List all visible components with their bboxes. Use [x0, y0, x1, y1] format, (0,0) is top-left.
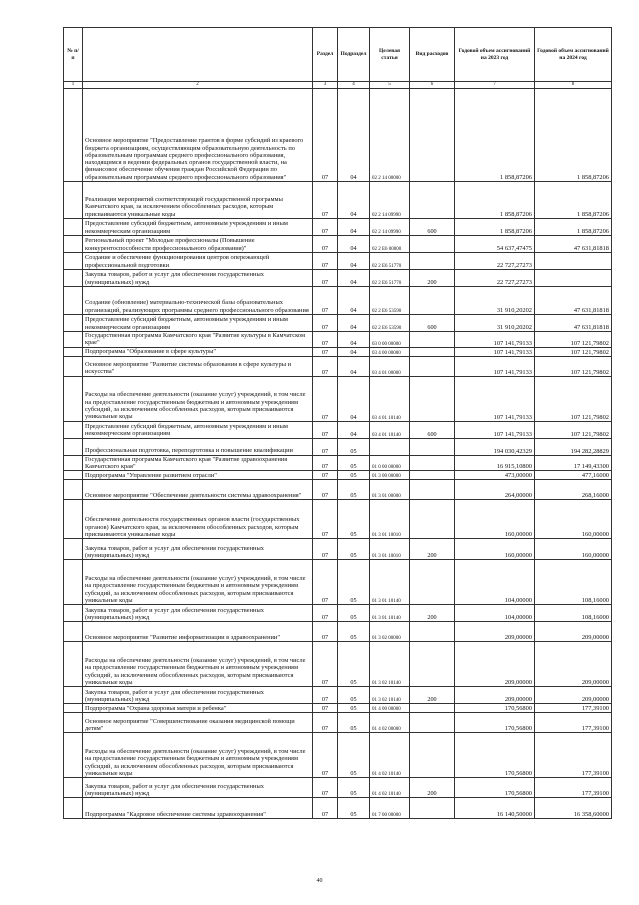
- row-number: [64, 539, 83, 560]
- row-podrazdel: 05: [338, 560, 370, 605]
- row-razdel: 07: [313, 560, 338, 605]
- row-number: [64, 605, 83, 622]
- row-value-2024: 209,00000: [535, 642, 612, 687]
- row-name: Расходы на обеспечение деятельности (оказание услуг) учреждений, в том числе на предоставление государственным бюджетным и автономным учреждениям субсидий, за исключением обособленных расходов, которым присваиваются уникальные коды: [83, 733, 313, 778]
- row-podrazdel: 04: [338, 236, 370, 253]
- row-vid: 600: [410, 421, 455, 438]
- row-name: Основное мероприятие "Обеспечение деятельности системы здравоохранения": [83, 480, 313, 500]
- row-value-2024: 47 631,81818: [535, 236, 612, 253]
- row-vid: 200: [410, 687, 455, 704]
- table-row: [64, 713, 612, 733]
- table-row: [64, 704, 612, 713]
- row-vid: [410, 500, 455, 539]
- row-value-2023: 16 915,10800: [455, 455, 535, 471]
- row-value-2024: 17 149,43300: [535, 455, 612, 471]
- row-value-2024: 177,39100: [535, 733, 612, 778]
- row-value-2024: 47 631,81818: [535, 287, 612, 315]
- table-row: [64, 560, 612, 605]
- row-razdel: 07: [313, 471, 338, 480]
- row-number: [64, 713, 83, 733]
- row-razdel: 07: [313, 356, 338, 376]
- row-razdel: 07: [313, 733, 338, 778]
- row-razdel: 07: [313, 332, 338, 348]
- row-value-2023: 107 141,79133: [455, 421, 535, 438]
- row-podrazdel: 04: [338, 356, 370, 376]
- row-value-2024: 107 121,79802: [535, 347, 612, 356]
- row-code: 01 4 02 10140: [370, 778, 410, 798]
- table-row: [64, 253, 612, 270]
- row-value-2023: 22 727,27273: [455, 270, 535, 287]
- row-code: 02 2 14 09990: [370, 182, 410, 219]
- row-value-2024: 177,39100: [535, 778, 612, 798]
- header-vid: Вид расходов: [410, 28, 455, 82]
- row-vid: 200: [410, 270, 455, 287]
- row-razdel: 07: [313, 500, 338, 539]
- row-number: [64, 500, 83, 539]
- row-name: Закупка товаров, работ и услуг для обеспечения государственных (муниципальных) нужд: [83, 270, 313, 287]
- row-code: 01 3 01 10140: [370, 605, 410, 622]
- row-podrazdel: 05: [338, 642, 370, 687]
- row-value-2024: 477,16000: [535, 471, 612, 480]
- row-value-2023: 16 140,50000: [455, 798, 535, 819]
- row-code: 01 0 00 00000: [370, 455, 410, 471]
- table-row: [64, 733, 612, 778]
- row-vid: [410, 287, 455, 315]
- column-numbers-row: [64, 82, 612, 89]
- row-number: [64, 347, 83, 356]
- row-razdel: 07: [313, 704, 338, 713]
- row-value-2024: 268,16000: [535, 480, 612, 500]
- row-name: Предоставление субсидий бюджетным, автономным учреждениям и иным некоммерческим организациям: [83, 219, 313, 236]
- row-number: [64, 182, 83, 219]
- row-value-2023: 104,00000: [455, 605, 535, 622]
- row-code: 01 3 01 10010: [370, 539, 410, 560]
- row-razdel: 07: [313, 539, 338, 560]
- row-code: 01 3 01 00000: [370, 480, 410, 500]
- row-vid: [410, 798, 455, 819]
- table-row: [64, 421, 612, 438]
- row-code: 01 3 02 10140: [370, 687, 410, 704]
- row-name: Основное мероприятие "Развитие информатизации в здравоохранении": [83, 622, 313, 642]
- row-value-2023: 194 030,42329: [455, 438, 535, 455]
- page-number: 40: [316, 878, 323, 884]
- row-podrazdel: 05: [338, 733, 370, 778]
- row-value-2024: 209,00000: [535, 622, 612, 642]
- row-podrazdel: 05: [338, 704, 370, 713]
- row-code: 02 2 14 00000: [370, 89, 410, 182]
- row-vid: [410, 622, 455, 642]
- row-vid: [410, 642, 455, 687]
- table-row: [64, 236, 612, 253]
- row-value-2024: 160,00000: [535, 500, 612, 539]
- row-code: 01 3 00 00000: [370, 471, 410, 480]
- row-value-2023: 107 141,79133: [455, 356, 535, 376]
- row-podrazdel: 04: [338, 315, 370, 332]
- row-value-2024: 107 121,79802: [535, 356, 612, 376]
- header-num: № п/п: [64, 28, 83, 82]
- row-vid: [410, 356, 455, 376]
- row-number: [64, 471, 83, 480]
- row-value-2024: 108,16000: [535, 605, 612, 622]
- header-razdel: Раздел: [313, 28, 338, 82]
- table-row: [64, 270, 612, 287]
- column-number: 2: [83, 82, 313, 89]
- row-value-2024: [535, 270, 612, 287]
- row-name: Государственная программа Камчатского края "Развитие культуры в Камчатском крае": [83, 332, 313, 348]
- row-podrazdel: 04: [338, 376, 370, 421]
- header-2024: Годовой объем ассигнований на 2024 год: [535, 28, 612, 82]
- row-value-2023: 264,00000: [455, 480, 535, 500]
- row-vid: [410, 704, 455, 713]
- row-number: [64, 798, 83, 819]
- row-vid: [410, 376, 455, 421]
- row-code: 03 4 01 00000: [370, 356, 410, 376]
- row-podrazdel: 04: [338, 89, 370, 182]
- row-name: Основное мероприятие "Совершенствование оказания медицинской помощи детям": [83, 713, 313, 733]
- row-podrazdel: 05: [338, 480, 370, 500]
- row-number: [64, 287, 83, 315]
- row-code: 03 4 01 10140: [370, 421, 410, 438]
- row-name: Расходы на обеспечение деятельности (оказание услуг) учреждений, в том числе на предоставление государственным бюджетным и автономным учреждениям субсидий, за исключением обособленных расходов, которым присваиваются уникальные коды: [83, 376, 313, 421]
- row-value-2023: 107 141,79133: [455, 376, 535, 421]
- row-podrazdel: 05: [338, 471, 370, 480]
- table-row: [64, 287, 612, 315]
- row-vid: [410, 733, 455, 778]
- row-vid: [410, 455, 455, 471]
- row-name: Реализация мероприятий соответствующей государственной программы Камчатского края, за исключением обособленных расходов, которым присваиваются уникальные коды: [83, 182, 313, 219]
- row-value-2024: 16 358,60000: [535, 798, 612, 819]
- row-podrazdel: 05: [338, 687, 370, 704]
- row-vid: [410, 253, 455, 270]
- row-name: Предоставление субсидий бюджетным, автономным учреждениям и иным некоммерческим организациям: [83, 421, 313, 438]
- table-row: [64, 500, 612, 539]
- column-number: 5: [370, 82, 410, 89]
- row-value-2024: 177,39100: [535, 704, 612, 713]
- row-value-2024: 107 121,79802: [535, 332, 612, 348]
- table-row: [64, 471, 612, 480]
- row-razdel: 07: [313, 236, 338, 253]
- row-podrazdel: 04: [338, 219, 370, 236]
- row-vid: [410, 471, 455, 480]
- row-number: [64, 622, 83, 642]
- header-2023: Годовой объем ассигнований на 2023 год: [455, 28, 535, 82]
- row-number: [64, 236, 83, 253]
- row-vid: 200: [410, 778, 455, 798]
- table-row: [64, 798, 612, 819]
- row-name: Подпрограмма "Образование в сфере культуры": [83, 347, 313, 356]
- row-podrazdel: 04: [338, 332, 370, 348]
- row-number: [64, 376, 83, 421]
- row-vid: [410, 480, 455, 500]
- row-code: 01 3 02 10140: [370, 642, 410, 687]
- row-number: [64, 455, 83, 471]
- table-header-row: [64, 28, 612, 82]
- row-code: [370, 438, 410, 455]
- row-vid: [410, 347, 455, 356]
- row-value-2023: 22 727,27273: [455, 253, 535, 270]
- row-name: Подпрограмма "Охрана здоровья матери и ребенка": [83, 704, 313, 713]
- row-code: 02 2 E6 53590: [370, 287, 410, 315]
- table-row: [64, 332, 612, 348]
- row-value-2024: 107 121,79802: [535, 376, 612, 421]
- row-code: 02 2 14 09990: [370, 219, 410, 236]
- column-number: 6: [410, 82, 455, 89]
- row-name: Подпрограмма "Управление развитием отрасли": [83, 471, 313, 480]
- row-number: [64, 253, 83, 270]
- row-code: 03 4 01 10140: [370, 376, 410, 421]
- row-number: [64, 270, 83, 287]
- row-value-2023: 170,56800: [455, 733, 535, 778]
- row-value-2024: [535, 253, 612, 270]
- row-value-2023: 1 858,87206: [455, 89, 535, 182]
- row-number: [64, 560, 83, 605]
- row-vid: [410, 89, 455, 182]
- row-vid: 200: [410, 539, 455, 560]
- row-podrazdel: 05: [338, 500, 370, 539]
- row-name: Создание (обновление) материально-технической базы образовательных организаций, реализующих программы среднего профессионального образования: [83, 287, 313, 315]
- row-code: 01 3 02 00000: [370, 622, 410, 642]
- table-row: [64, 778, 612, 798]
- row-value-2023: 107 141,79133: [455, 332, 535, 348]
- row-number: [64, 733, 83, 778]
- row-razdel: 07: [313, 89, 338, 182]
- row-value-2023: 104,00000: [455, 560, 535, 605]
- row-razdel: 07: [313, 182, 338, 219]
- row-number: [64, 687, 83, 704]
- row-value-2023: 1 858,87206: [455, 182, 535, 219]
- row-value-2024: 1 858,87206: [535, 89, 612, 182]
- row-vid: 200: [410, 605, 455, 622]
- row-podrazdel: 05: [338, 622, 370, 642]
- row-name: Закупка товаров, работ и услуг для обеспечения государственных (муниципальных) нужд: [83, 687, 313, 704]
- row-number: [64, 642, 83, 687]
- row-value-2024: 47 631,81818: [535, 315, 612, 332]
- row-vid: [410, 332, 455, 348]
- row-podrazdel: 05: [338, 713, 370, 733]
- row-razdel: 07: [313, 605, 338, 622]
- table-row: [64, 642, 612, 687]
- row-code: 02 2 E6 51770: [370, 253, 410, 270]
- row-name: Основное мероприятие "Предоставление грантов в форме субсидий из краевого бюджета организациям, осуществляющим образовательную деятельность по образовательным программам среднего профессионального образования, находящимся в ведении федеральных органов государственной власти, на финансовое обеспечение обучения граждан Российской Федерации по образовательным программам среднего профессионального образования": [83, 89, 313, 182]
- row-name: Закупка товаров, работ и услуг для обеспечения государственных (муниципальных) нужд: [83, 539, 313, 560]
- row-code: 01 4 00 00000: [370, 704, 410, 713]
- row-name: Закупка товаров, работ и услуг для обеспечения государственных (муниципальных) нужд: [83, 778, 313, 798]
- table-row: [64, 347, 612, 356]
- row-name: Предоставление субсидий бюджетным, автономным учреждениям и иным некоммерческим организациям: [83, 315, 313, 332]
- row-value-2024: 108,16000: [535, 560, 612, 605]
- row-code: 01 3 01 10010: [370, 500, 410, 539]
- table-row: [64, 182, 612, 219]
- row-podrazdel: 04: [338, 347, 370, 356]
- row-podrazdel: 05: [338, 798, 370, 819]
- row-value-2023: 209,00000: [455, 622, 535, 642]
- row-vid: [410, 182, 455, 219]
- row-name: Подпрограмма "Кадровое обеспечение системы здравоохранения": [83, 798, 313, 819]
- table-row: [64, 219, 612, 236]
- row-podrazdel: 04: [338, 182, 370, 219]
- row-podrazdel: 05: [338, 539, 370, 560]
- row-code: 01 4 02 10140: [370, 733, 410, 778]
- row-razdel: 07: [313, 798, 338, 819]
- row-razdel: 07: [313, 687, 338, 704]
- table-row: [64, 622, 612, 642]
- row-value-2023: 473,00000: [455, 471, 535, 480]
- row-podrazdel: 05: [338, 605, 370, 622]
- row-value-2023: 107 141,79133: [455, 347, 535, 356]
- row-code: 01 3 01 10140: [370, 560, 410, 605]
- row-number: [64, 438, 83, 455]
- row-code: 03 4 00 00000: [370, 347, 410, 356]
- row-value-2024: 107 121,79802: [535, 421, 612, 438]
- row-value-2024: 177,39100: [535, 713, 612, 733]
- column-number: 3: [313, 82, 338, 89]
- row-vid: [410, 438, 455, 455]
- row-razdel: 07: [313, 642, 338, 687]
- row-podrazdel: 05: [338, 438, 370, 455]
- row-value-2024: 1 858,87206: [535, 219, 612, 236]
- column-number: 1: [64, 82, 83, 89]
- row-razdel: 07: [313, 438, 338, 455]
- row-name: Государственная программа Камчатского края "Развитие здравоохранения Камчатского края": [83, 455, 313, 471]
- column-number: 4: [338, 82, 370, 89]
- row-name: Профессиональная подготовка, переподготовка и повышение квалификации: [83, 438, 313, 455]
- row-value-2023: 31 910,20202: [455, 315, 535, 332]
- row-vid: 600: [410, 315, 455, 332]
- table-row: [64, 687, 612, 704]
- row-vid: [410, 236, 455, 253]
- row-value-2023: 54 637,47475: [455, 236, 535, 253]
- row-name: Основное мероприятие "Развитие системы образования в сфере культуры и искусства": [83, 356, 313, 376]
- row-razdel: 07: [313, 622, 338, 642]
- row-number: [64, 480, 83, 500]
- row-name: Создание и обеспечение функционирования центров опережающей профессиональной подготовки: [83, 253, 313, 270]
- row-value-2023: 31 910,20202: [455, 287, 535, 315]
- row-podrazdel: 04: [338, 421, 370, 438]
- header-name: [83, 28, 313, 82]
- row-code: 02 2 E6 53590: [370, 315, 410, 332]
- row-code: 03 0 00 00000: [370, 332, 410, 348]
- table-row: [64, 376, 612, 421]
- row-value-2023: 209,00000: [455, 642, 535, 687]
- row-vid: 600: [410, 219, 455, 236]
- table-row: [64, 480, 612, 500]
- column-number: 7: [455, 82, 535, 89]
- row-razdel: 07: [313, 253, 338, 270]
- table-row: [64, 438, 612, 455]
- row-razdel: 07: [313, 315, 338, 332]
- row-value-2023: 209,00000: [455, 687, 535, 704]
- table-row: [64, 315, 612, 332]
- table-row: [64, 89, 612, 182]
- row-name: Расходы на обеспечение деятельности (оказание услуг) учреждений, в том числе на предоставление государственным бюджетным и автономным учреждениям субсидий, за исключением обособленных расходов, которым присваиваются уникальные коды: [83, 642, 313, 687]
- row-number: [64, 315, 83, 332]
- header-podrazdel: Подраздел: [338, 28, 370, 82]
- row-code: 01 4 02 00000: [370, 713, 410, 733]
- row-value-2024: 1 858,87206: [535, 182, 612, 219]
- row-podrazdel: 05: [338, 778, 370, 798]
- row-number: [64, 332, 83, 348]
- row-value-2023: 170,56800: [455, 778, 535, 798]
- budget-table: [63, 27, 612, 819]
- row-name: Региональный проект "Молодые профессионалы (Повышение конкурентоспособности профессионального образования)": [83, 236, 313, 253]
- row-value-2023: 160,00000: [455, 539, 535, 560]
- row-number: [64, 704, 83, 713]
- row-code: 02 2 E6 51770: [370, 270, 410, 287]
- row-number: [64, 89, 83, 182]
- row-razdel: 07: [313, 713, 338, 733]
- row-razdel: 07: [313, 455, 338, 471]
- row-value-2023: 1 858,87206: [455, 219, 535, 236]
- row-name: Обеспечение деятельности государственных органов власти (государственных органов) Камчатского края, за исключением обособленных расходов, которым присваиваются уникальные коды: [83, 500, 313, 539]
- table-row: [64, 605, 612, 622]
- row-podrazdel: 04: [338, 253, 370, 270]
- row-number: [64, 356, 83, 376]
- row-razdel: 07: [313, 480, 338, 500]
- table-row: [64, 455, 612, 471]
- row-code: 02 2 E6 00000: [370, 236, 410, 253]
- row-razdel: 07: [313, 376, 338, 421]
- table-row: [64, 539, 612, 560]
- row-razdel: 07: [313, 347, 338, 356]
- row-razdel: 07: [313, 219, 338, 236]
- row-name: Расходы на обеспечение деятельности (оказание услуг) учреждений, в том числе на предоставление государственным бюджетным и автономным учреждениям субсидий, за исключением обособленных расходов, которым присваиваются уникальные коды: [83, 560, 313, 605]
- row-razdel: 07: [313, 287, 338, 315]
- row-name: Закупка товаров, работ и услуг для обеспечения государственных (муниципальных) нужд: [83, 605, 313, 622]
- row-vid: [410, 713, 455, 733]
- row-value-2024: 194 282,28829: [535, 438, 612, 455]
- header-target: Целевая статья: [370, 28, 410, 82]
- table-row: [64, 356, 612, 376]
- row-value-2023: 160,00000: [455, 500, 535, 539]
- row-value-2023: 170,56800: [455, 704, 535, 713]
- row-value-2024: 209,00000: [535, 687, 612, 704]
- row-number: [64, 778, 83, 798]
- row-vid: [410, 560, 455, 605]
- row-value-2023: 170,56800: [455, 713, 535, 733]
- row-podrazdel: 05: [338, 455, 370, 471]
- row-code: 01 7 00 00000: [370, 798, 410, 819]
- row-value-2024: 160,00000: [535, 539, 612, 560]
- row-number: [64, 219, 83, 236]
- column-number: 8: [535, 82, 612, 89]
- row-podrazdel: 04: [338, 287, 370, 315]
- row-razdel: 07: [313, 778, 338, 798]
- row-number: [64, 421, 83, 438]
- row-razdel: 07: [313, 270, 338, 287]
- row-podrazdel: 04: [338, 270, 370, 287]
- row-razdel: 07: [313, 421, 338, 438]
